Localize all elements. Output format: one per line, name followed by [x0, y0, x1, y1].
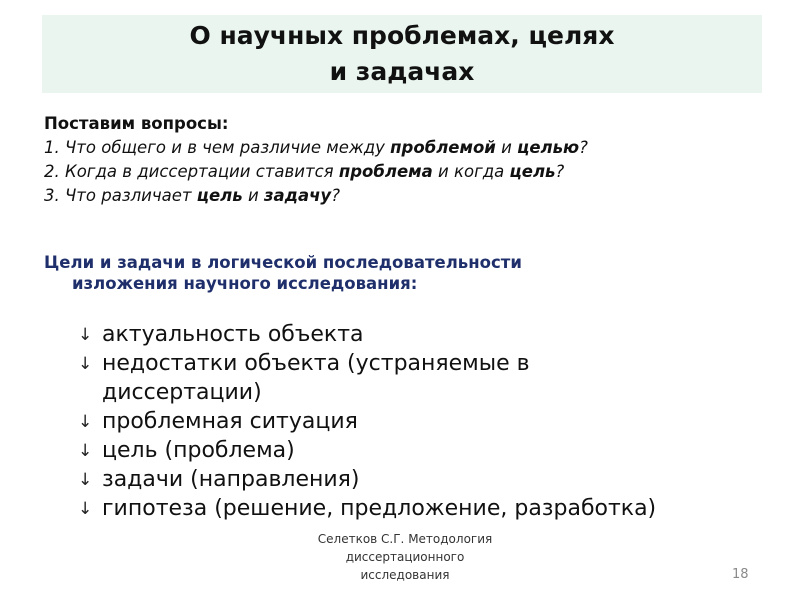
down-arrow-icon: ↓	[78, 470, 93, 490]
down-arrow-icon: ↓	[78, 499, 93, 519]
section-heading	[44, 252, 522, 294]
sequence-list	[78, 320, 656, 523]
footer-note: Селетков С.Г. Методология диссертационного исследования	[317, 532, 493, 582]
down-arrow-icon: ↓	[78, 412, 93, 432]
down-arrow-icon: ↓	[78, 354, 93, 374]
question-3: 3. Что различает цель и задачу?	[44, 186, 340, 205]
slide-title-box	[42, 15, 762, 93]
list-item: ↓ цель (проблема)	[78, 436, 656, 465]
list-item: ↓ задачи (направления)	[78, 465, 656, 494]
down-arrow-icon: ↓	[78, 441, 93, 461]
questions-heading: Поставим вопросы:	[44, 114, 229, 133]
question-2: 2. Когда в диссертации ставится проблема и когда цель?	[44, 162, 565, 181]
page-number: 18	[732, 567, 749, 582]
list-item: ↓ актуальность объекта	[78, 320, 656, 349]
question-1: 1. Что общего и в чем различие между проблемой и целью?	[44, 138, 588, 157]
questions-block	[44, 112, 588, 208]
list-item: ↓ гипотеза (решение, предложение, разработка)	[78, 494, 656, 523]
section-heading-line-1: Цели и задачи в логической последовательности	[44, 253, 522, 272]
list-item: ↓ недостатки объекта (устраняемые в диссертации)	[78, 351, 530, 405]
down-arrow-icon: ↓	[78, 325, 93, 345]
list-item: ↓ проблемная ситуация	[78, 407, 656, 436]
slide-title: О научных проблемах, целях и задачах	[189, 21, 615, 86]
section-heading-line-2: изложения научного исследования:	[72, 274, 418, 293]
